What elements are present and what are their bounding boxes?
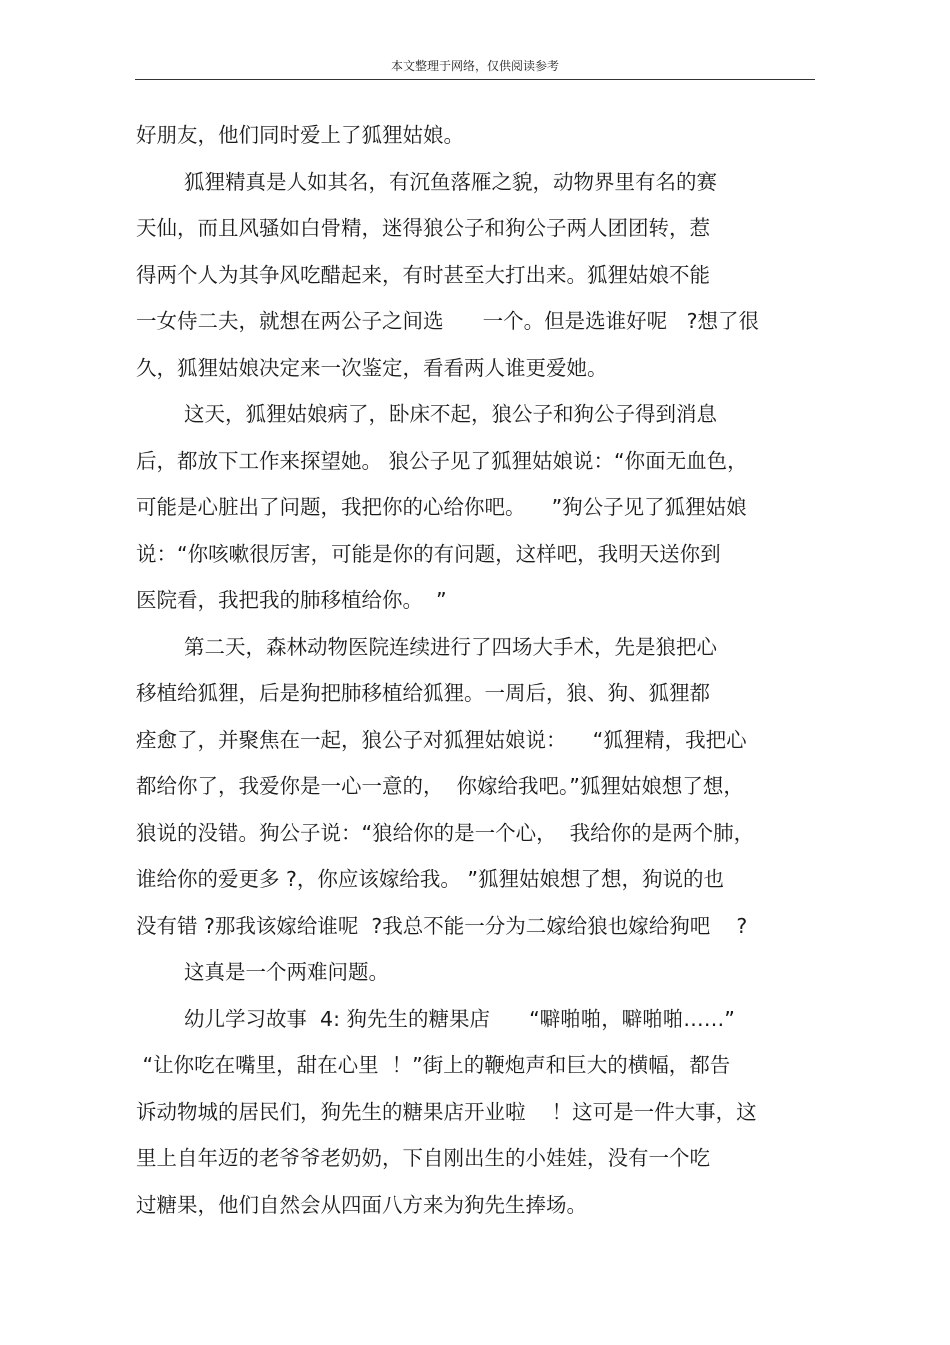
text-line: 这真是一个两难问题。 — [184, 960, 389, 984]
text-line: 痊愈了，并聚焦在一起，狼公子对狐狸姑娘说： “狐狸精，我把心 — [136, 727, 747, 752]
text-line: 可能是心脏出了问题，我把你的心给你吧。 ”狗公子见了狐狸姑娘 — [136, 495, 747, 519]
story-body — [136, 112, 816, 1228]
text-line: 天仙，而且风骚如白骨精，迷得狼公子和狗公子两人团团转，惹 — [136, 216, 710, 240]
text-line: 一女侍二夫，就想在两公子之间选 一个。但是选谁好呢 ?想了很 — [136, 309, 760, 333]
text-line: 久，狐狸姑娘决定来一次鉴定，看看两人谁更爱她。 — [136, 355, 608, 380]
text-line: 里上自年迈的老爷爷老奶奶，下自刚出生的小娃娃，没有一个吃 — [136, 1146, 710, 1170]
page-header: 本文整理于网络，仅供阅读参考 — [390, 59, 559, 73]
text-line: 医院看，我把我的肺移植给你。 ” — [136, 588, 447, 612]
text-line: 这天，狐狸姑娘病了，卧床不起，狼公子和狗公子得到消息 — [184, 402, 717, 426]
text-line: 移植给狐狸，后是狗把肺移植给狐狸。一周后，狼、狗、狐狸都 — [136, 681, 710, 705]
text-line: 说：“你咳嗽很厉害，可能是你的有问题，这样吧，我明天送你到 — [136, 541, 721, 566]
text-line: 后，都放下工作来探望她。 狼公子见了狐狸姑娘说：“你面无血色， — [136, 448, 748, 473]
text-line: “让你吃在嘴里，甜在心里 ！”街上的鞭炮声和巨大的横幅，都告 — [136, 1053, 731, 1077]
text-line: 诉动物城的居民们，狗先生的糖果店开业啦 ！这可是一件大事，这 — [136, 1099, 757, 1124]
text-line: 谁给你的爱更多 ?，你应该嫁给我。 ”狐狸姑娘想了想，狗说的也 — [136, 867, 725, 891]
text-line: 都给你了，我爱你是一心一意的， 你嫁给我吧。”狐狸姑娘想了想， — [136, 774, 744, 798]
text-line: 第二天，森林动物医院连续进行了四场大手术，先是狼把心 — [184, 634, 717, 659]
text-line: 得两个人为其争风吃醋起来，有时甚至大打出来。狐狸姑娘不能 — [136, 262, 710, 287]
story-title-line: 幼儿学习故事 4: 狗先生的糖果店 “噼啪啪，噼啪啪……” — [184, 1006, 735, 1031]
text-line: 没有错 ?那我该嫁给谁呢 ?我总不能一分为二嫁给狼也嫁给狗吧 ? — [136, 913, 748, 938]
text-line: 过糖果，他们自然会从四面八方来为狗先生捧场。 — [136, 1192, 587, 1217]
header-divider — [135, 79, 815, 80]
text-line: 好朋友，他们同时爱上了狐狸姑娘。 — [136, 123, 464, 147]
text-line: 狼说的没错。狗公子说：“狼给你的是一个心， 我给你的是两个肺， — [136, 820, 755, 845]
text-line: 狐狸精真是人如其名，有沉鱼落雁之貌，动物界里有名的赛 — [184, 169, 717, 194]
